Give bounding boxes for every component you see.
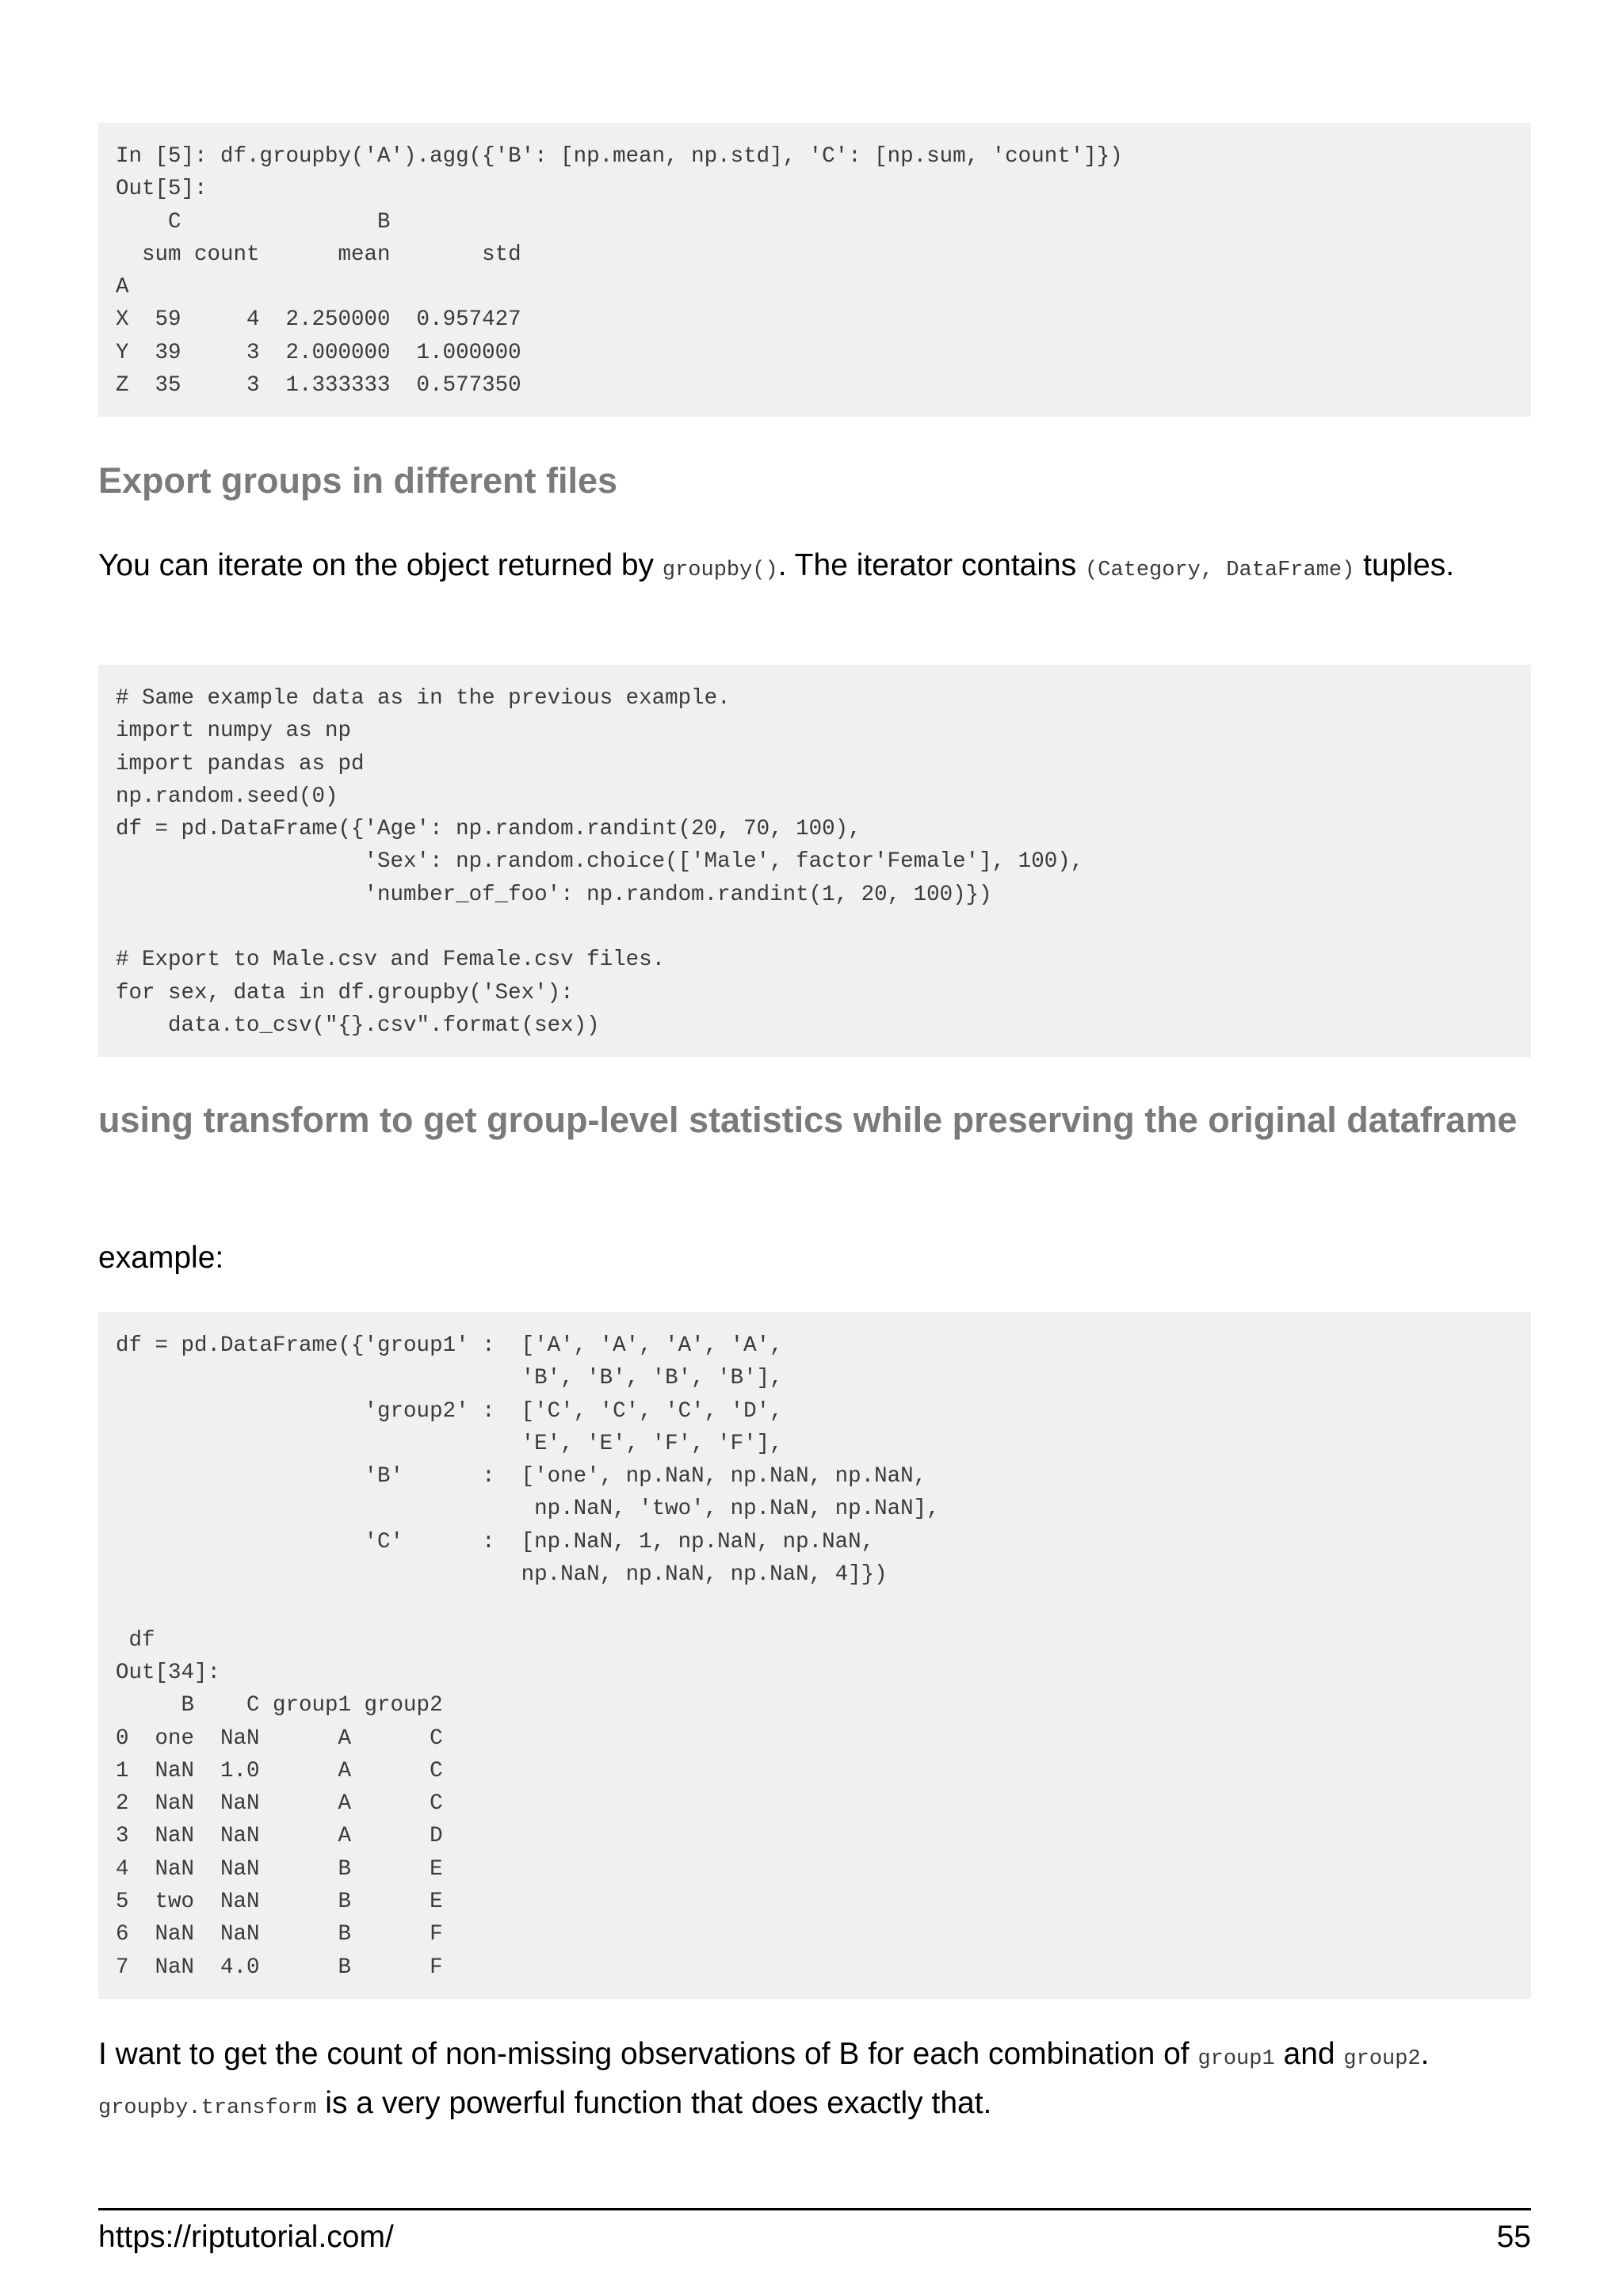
transform-para-text-4: is a very powerful function that does exactly that. (316, 2086, 992, 2120)
export-para-text-1: You can iterate on the object returned by (98, 548, 663, 582)
code-block-export: # Same example data as in the previous example. import numpy as np import pandas as pd np.random.seed(0) df = pd.DataFrame({'Age': np.random.randint(20, 70, 100), 'Sex': np.random.choice(['Male', factor'Female'], 100), 'number_of_foo': np.random.randint(1, 20, 100)}) # Export to Male.csv and Female.csv files. for sex, data in df.groupby('Sex'): data.to_csv("{}.csv".format(sex)) (98, 665, 1531, 1057)
transform-para-text-2: and (1274, 2037, 1344, 2071)
page-number: 55 (1496, 2220, 1531, 2254)
inline-code-group2: group2 (1343, 2047, 1421, 2071)
inline-code-group1: group1 (1197, 2047, 1275, 2071)
section-heading-export: Export groups in different files (98, 460, 618, 501)
transform-paragraph (98, 2032, 1533, 2130)
inline-code-category-dataframe: (Category, DataFrame) (1085, 559, 1355, 582)
transform-para-text-3: . (1420, 2037, 1430, 2071)
transform-para-text-1: I want to get the count of non-missing observations of B for each combination of (98, 2037, 1198, 2071)
export-para-text-2: . The iterator contains (777, 548, 1086, 582)
code-block-agg: In [5]: df.groupby('A').agg({'B': [np.mean, np.std], 'C': [np.sum, 'count']}) Out[5]: C B sum count mean std A X 59 4 2.250000 0.957427 Y 39 3 2.000000 1.000000 Z 35 3 1.333333 0.577350 (98, 123, 1531, 417)
code-block-transform: df = pd.DataFrame({'group1' : ['A', 'A', 'A', 'A', 'B', 'B', 'B', 'B'], 'group2' : ['C', 'C', 'C', 'D', 'E', 'E', 'F', 'F'], 'B' : ['one', np.NaN, np.NaN, np.NaN, np.NaN, 'two', np.NaN, np.NaN], 'C' : [np.NaN, 1, np.NaN, np.NaN, np.NaN, np.NaN, np.NaN, 4]}) df Out[34]: B C group1 group2 0 one NaN A C 1 NaN 1.0 A C 2 NaN NaN A C 3 NaN NaN A D 4 NaN NaN B E 5 two NaN B E 6 NaN NaN B F 7 NaN 4.0 B F (98, 1312, 1531, 1999)
section-heading-transform: using transform to get group-level statistics while preserving the original dataframe (98, 1100, 1518, 1140)
inline-code-groupby-transform: groupby.transform (98, 2096, 317, 2120)
inline-code-groupby: groupby() (662, 559, 778, 582)
footer-divider (98, 2208, 1531, 2210)
export-paragraph (98, 543, 1533, 593)
example-label: example: (98, 1241, 224, 1275)
footer-url-link[interactable]: https://riptutorial.com/ (98, 2220, 394, 2254)
export-para-text-3: tuples. (1354, 548, 1455, 582)
